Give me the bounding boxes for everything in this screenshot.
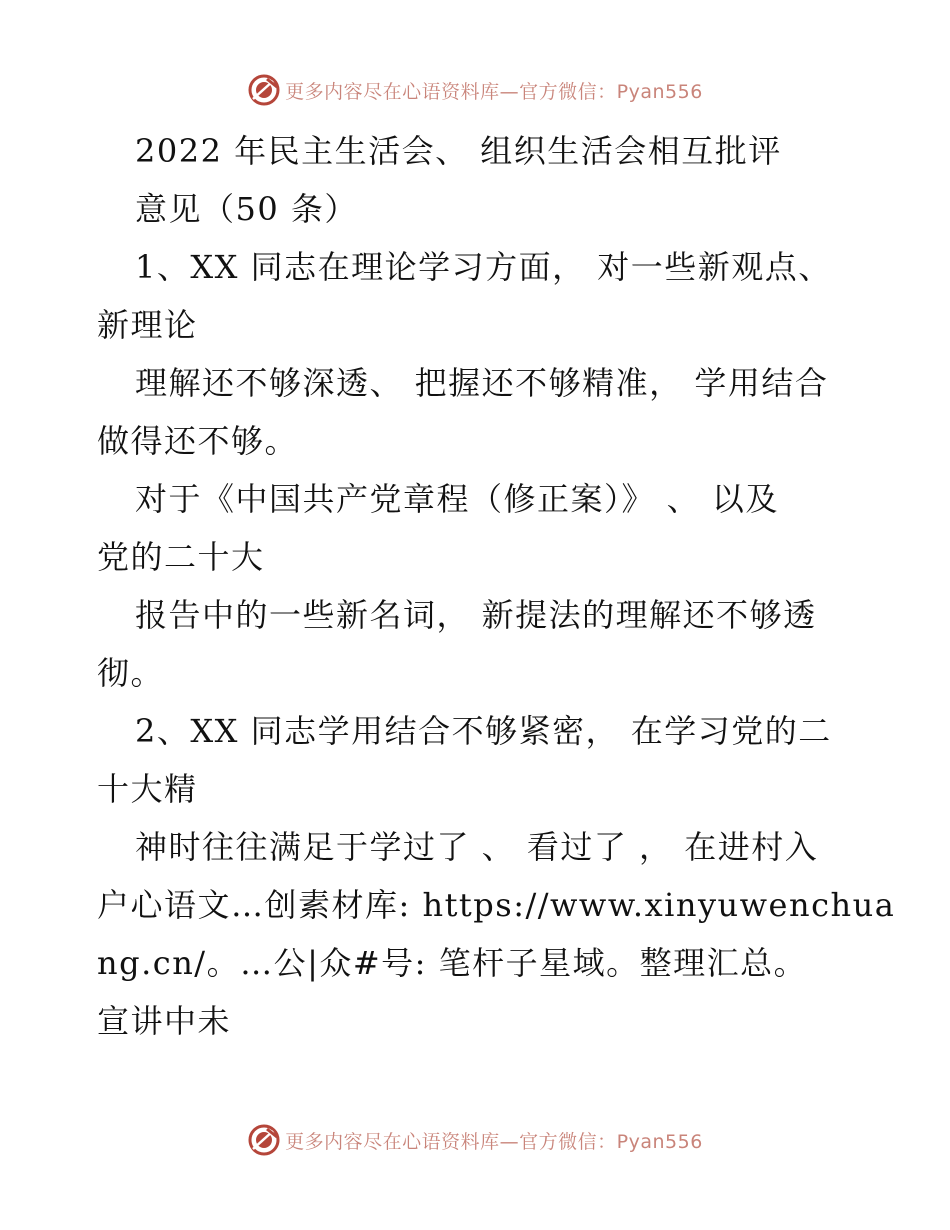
- text-line: 报告中的一些新名词， 新提法的理解还不够透: [135, 596, 817, 634]
- seal-logo-icon: [247, 1123, 281, 1157]
- text-line: 神时往往满足于学过了 、 看过了 ， 在进村入: [135, 828, 819, 866]
- text-line: 新理论: [97, 306, 198, 344]
- text-line: 理解还不够深透、 把握还不够精准， 学用结合: [135, 364, 829, 402]
- document-body: [97, 122, 896, 1050]
- text-line: 做得还不够。: [97, 422, 299, 460]
- text-line: 户心语文…创素材库: https://www.xinyuwenchua: [97, 886, 896, 924]
- text-line: 宣讲中未: [97, 1002, 232, 1040]
- seal-logo-icon: [247, 73, 281, 107]
- watermark-text: 更多内容尽在心语资料库—官方微信：Pyan556: [285, 1130, 703, 1153]
- watermark-footer: [0, 1120, 950, 1160]
- text-line: 2、XX 同志学用结合不够紧密， 在学习党的二: [135, 712, 832, 750]
- text-line: 十大精: [97, 770, 198, 808]
- text-line: 1、XX 同志在理论学习方面， 对一些新观点、: [135, 248, 832, 286]
- text-line: 彻。: [97, 654, 165, 692]
- text-line: ng.cn/。…公|众#号: 笔杆子星域。整理汇总。: [97, 944, 808, 982]
- text-line: 2022 年民主生活会、 组织生活会相互批评: [135, 132, 782, 170]
- watermark-header: [0, 70, 950, 110]
- text-line: 对于《中国共产党章程（修正案）》 、 以及: [135, 480, 779, 518]
- watermark-text: 更多内容尽在心语资料库—官方微信：Pyan556: [285, 80, 703, 103]
- text-line: 党的二十大: [97, 538, 265, 576]
- text-line: 意见（50 条）: [135, 190, 358, 228]
